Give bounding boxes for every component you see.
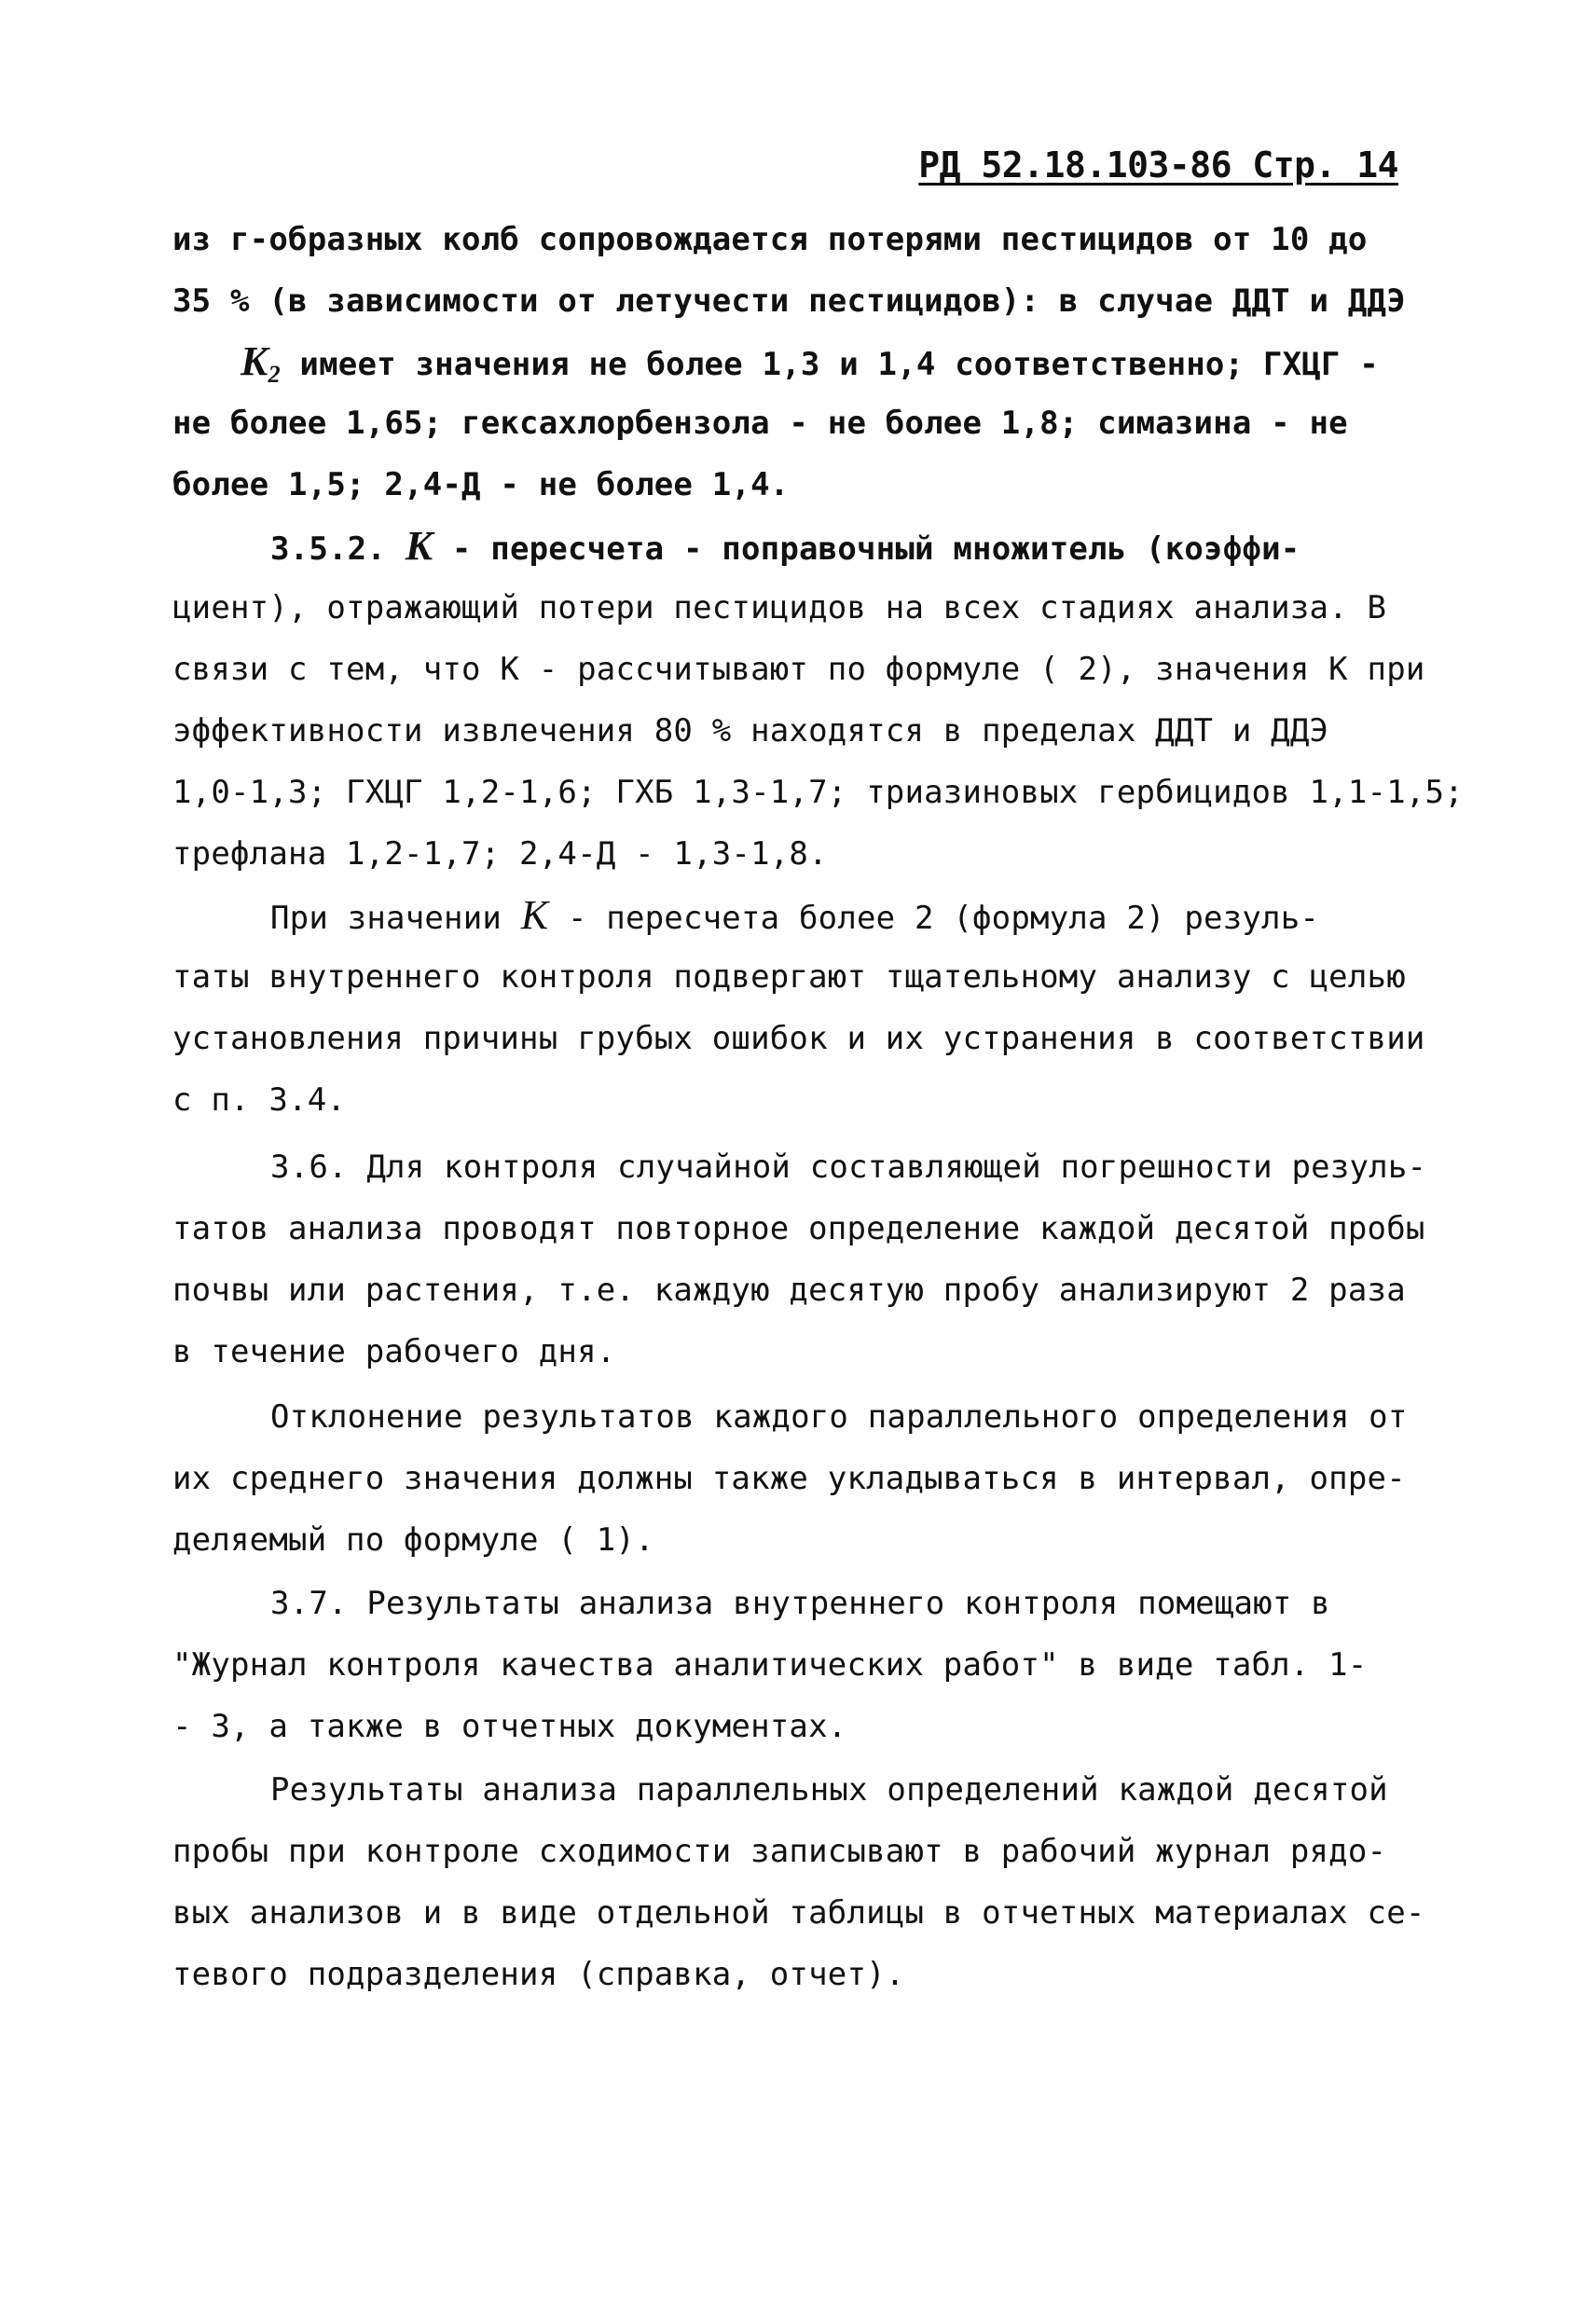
- line-text: пробы при контроле сходимости записывают в рабочий журнал рядо-: [172, 1833, 1387, 1870]
- text-line: [172, 958, 1406, 996]
- text-line: [172, 282, 1406, 320]
- k-subscript: 2: [268, 361, 281, 388]
- line-text: имеет значения не более 1,3 и 1,4 соответственно; ГХЦГ -: [280, 346, 1379, 383]
- line-text: - пересчета - поправочный множитель (коэффи-: [433, 530, 1300, 568]
- text-line: [172, 221, 1368, 258]
- text-line: [270, 523, 1300, 569]
- line-text: установления причины грубых ошибок и их устранения в соответствии: [172, 1020, 1425, 1057]
- line-text: 35 % (в зависимости от летучести пестицидов): в случае ДДТ и ДДЭ: [172, 282, 1406, 320]
- line-lead: При значении: [270, 900, 521, 937]
- section-number: 3.5.2.: [270, 530, 406, 568]
- text-line: [172, 1272, 1406, 1309]
- text-line: [270, 1771, 1388, 1809]
- line-text: их среднего значения должны также укладываться в интервал, опре-: [172, 1460, 1406, 1497]
- text-line: [172, 835, 828, 873]
- text-line: [241, 338, 1379, 393]
- text-line: [172, 1210, 1425, 1247]
- text-line: [172, 1894, 1425, 1932]
- text-line: [172, 712, 1328, 750]
- text-line: [172, 466, 789, 503]
- text-line: [172, 774, 1464, 811]
- line-text: Отклонение результатов каждого параллельного определения от: [270, 1398, 1408, 1436]
- line-text: вых анализов и в виде отдельной таблицы в отчетных материалах се-: [172, 1894, 1425, 1932]
- text-line: [270, 892, 1320, 938]
- line-text: 3.6. Для контроля случайной составляющей погрешности резуль-: [270, 1149, 1427, 1186]
- text-line: [172, 1081, 346, 1119]
- line-text: Результаты анализа параллельных определений каждой десятой: [270, 1771, 1388, 1809]
- line-text: в течение рабочего дня.: [172, 1333, 616, 1370]
- line-text: с п. 3.4.: [172, 1081, 347, 1119]
- text-line: [270, 1398, 1408, 1436]
- text-line: [172, 1833, 1386, 1870]
- text-line: [172, 1708, 846, 1745]
- text-line: [270, 1149, 1426, 1186]
- text-line: [270, 1585, 1330, 1622]
- text-line: [172, 1646, 1368, 1684]
- text-line: [172, 1956, 904, 1993]
- line-text: циент), отражающий потери пестицидов на всех стадиях анализа. В: [172, 589, 1387, 626]
- line-text: "Журнал контроля качества аналитических работ" в виде табл. 1-: [172, 1646, 1368, 1684]
- k-symbol: K: [520, 892, 549, 938]
- text-line: [172, 1460, 1406, 1497]
- text-line: [172, 405, 1348, 442]
- line-text: - пересчета более 2 (формула 2) резуль-: [548, 900, 1320, 937]
- line-text: татов анализа проводят повторное определение каждой десятой пробы: [172, 1210, 1425, 1247]
- line-text: 1,0-1,3; ГХЦГ 1,2-1,6; ГХБ 1,3-1,7; триазиновых гербицидов 1,1-1,5;: [172, 774, 1464, 811]
- line-text: деляемый по формуле ( 1).: [172, 1521, 654, 1559]
- text-line: [172, 1020, 1425, 1057]
- line-text: почвы или растения, т.е. каждую десятую пробу анализируют 2 раза: [172, 1272, 1406, 1309]
- line-text: - 3, а также в отчетных документах.: [172, 1708, 847, 1745]
- line-text: эффективности извлечения 80 % находятся в пределах ДДТ и ДДЭ: [172, 712, 1329, 750]
- text-line: [172, 1521, 654, 1559]
- line-text: трефлана 1,2-1,7; 2,4-Д - 1,3-1,8.: [172, 835, 828, 873]
- line-text: тевого подразделения (справка, отчет).: [172, 1956, 905, 1993]
- line-text: таты внутреннего контроля подвергают тщательному анализу с целью: [172, 958, 1406, 996]
- text-line: [172, 1333, 615, 1370]
- document-header: РД 52.18.103-86 Стр. 14: [918, 144, 1398, 186]
- line-text: более 1,5; 2,4-Д - не более 1,4.: [172, 466, 790, 503]
- text-line: [172, 651, 1425, 688]
- line-text: связи с тем, что К - рассчитывают по формуле ( 2), значения К при: [172, 651, 1425, 688]
- line-text: из г-образных колб сопровождается потерями пестицидов от 10 до: [172, 221, 1368, 258]
- line-text: не более 1,65; гексахлорбензола - не более 1,8; симазина - не: [172, 405, 1348, 442]
- k-symbol: K: [241, 338, 268, 384]
- k-symbol: K: [405, 523, 433, 569]
- line-text: 3.7. Результаты анализа внутреннего контроля помещают в: [270, 1585, 1330, 1622]
- text-line: [172, 589, 1386, 626]
